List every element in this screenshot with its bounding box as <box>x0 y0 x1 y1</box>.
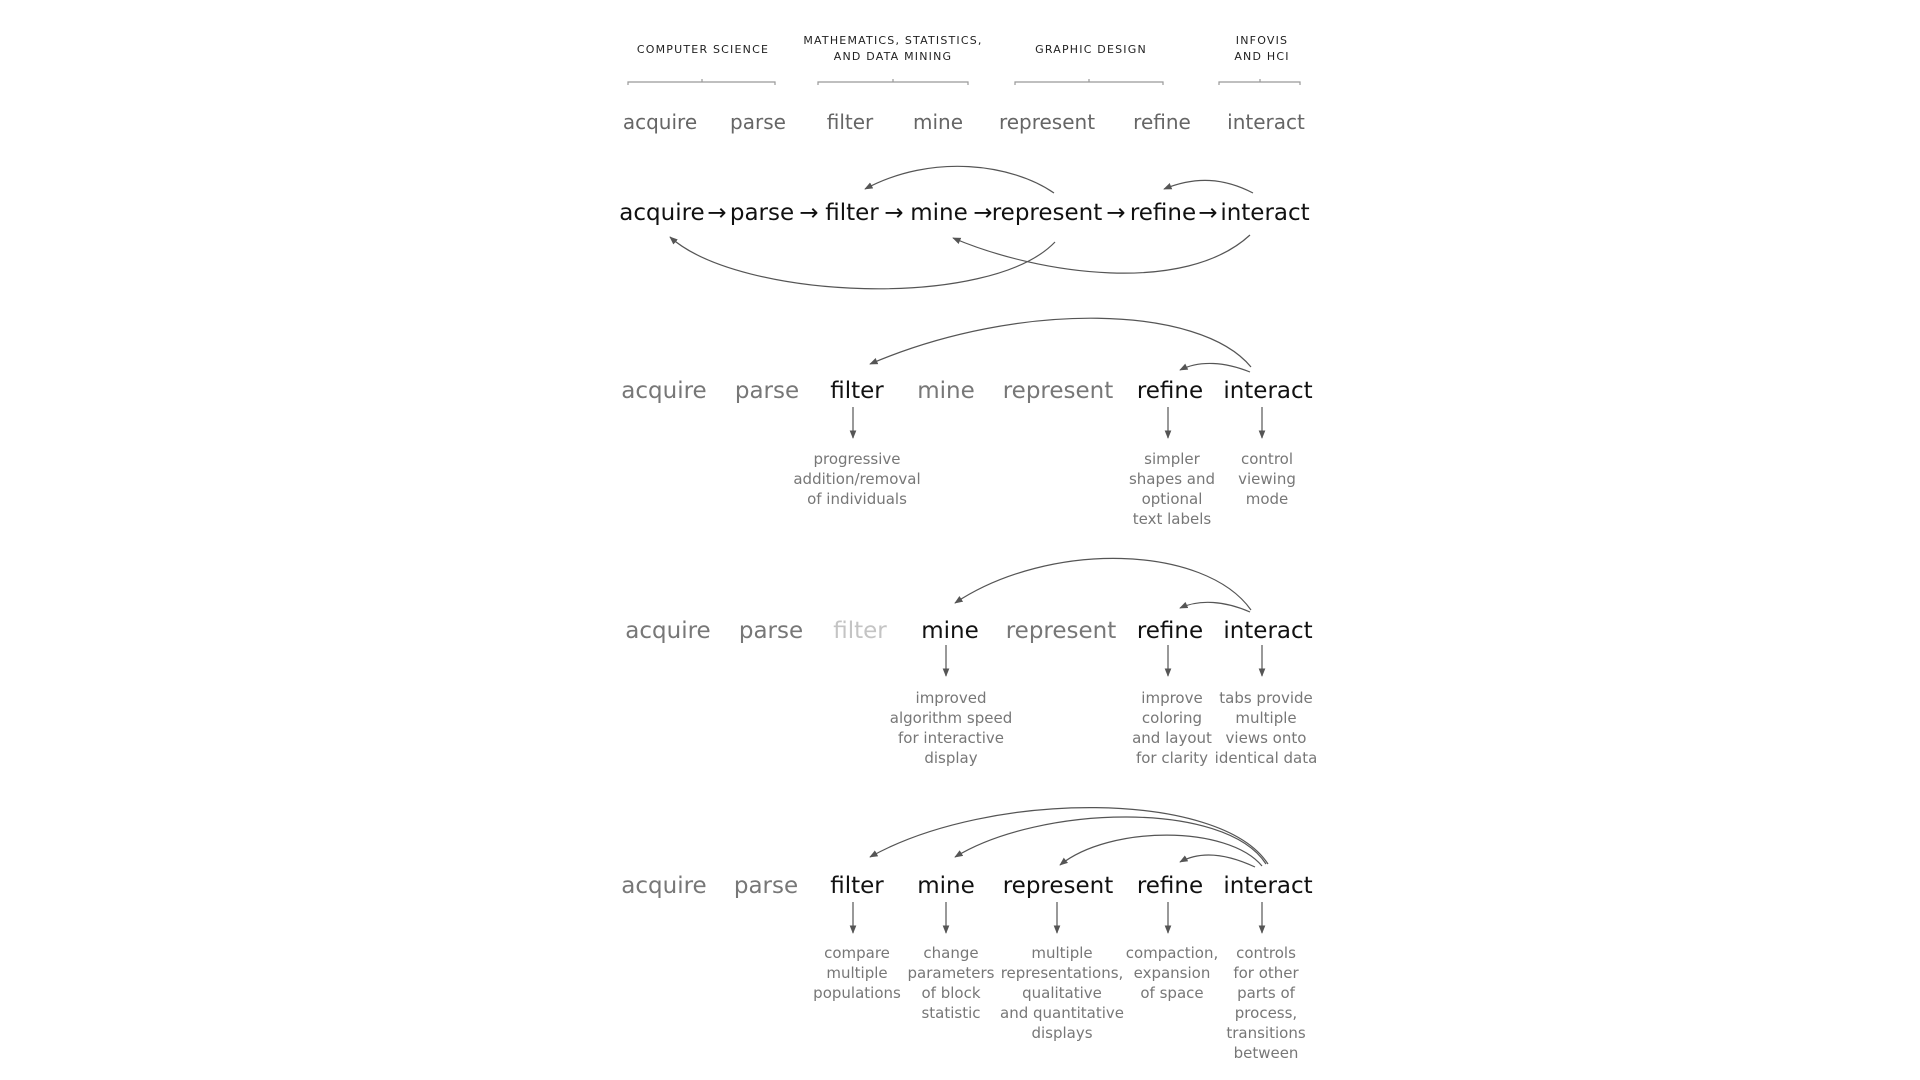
r1-mine: mine <box>912 110 964 134</box>
s3-represent: represent <box>1005 618 1117 644</box>
r1-parse: parse <box>730 110 786 134</box>
s2-parse: parse <box>734 378 800 404</box>
s2-mine: mine <box>917 378 975 404</box>
r1-acquire: acquire <box>622 110 698 134</box>
s3-note-interact: tabs provide multiple views onto identical data <box>1214 689 1318 767</box>
header-graphic-design: GRAPHIC DESIGN <box>1035 43 1147 56</box>
s4-note-represent: multiple representations, qualitative and quantitative displays <box>1000 944 1124 1042</box>
s4-filter: filter <box>830 873 884 899</box>
header-computer-science: COMPUTER SCIENCE <box>636 43 770 56</box>
bracket-graphic-design <box>1015 79 1163 85</box>
curve-represent-to-filter <box>865 166 1054 193</box>
s3-note-mine: improved algorithm speed for interactive display <box>889 689 1013 767</box>
r2-parse: parse <box>729 200 795 226</box>
s4-refine: refine <box>1136 873 1204 899</box>
s4-interact: interact <box>1223 873 1313 899</box>
r2-arrow-6: → <box>1198 200 1218 226</box>
r2-mine: mine <box>910 200 968 226</box>
s3-refine: refine <box>1136 618 1204 644</box>
curve-interact-to-mine <box>953 235 1250 273</box>
curve-s4-interact-to-filter <box>870 808 1268 864</box>
s4-note-refine: compaction, expansion of space <box>1125 944 1219 1002</box>
s4-represent: represent <box>1002 873 1114 899</box>
curve-s4-interact-to-mine <box>955 817 1266 864</box>
s4-parse: parse <box>733 873 799 899</box>
r2-interact: interact <box>1220 200 1310 226</box>
s2-acquire: acquire <box>621 378 707 404</box>
s4-note-mine: change parameters of block statistic <box>907 944 995 1022</box>
s2-filter: filter <box>830 378 884 404</box>
s3-note-refine: improve coloring and layout for clarity <box>1132 689 1212 767</box>
curve-s4-interact-to-represent <box>1060 835 1262 866</box>
r2-refine: refine <box>1129 200 1197 226</box>
curve-s2-interact-to-filter <box>870 318 1251 367</box>
r2-arrow-5: → <box>1106 200 1126 226</box>
header-mathematics: MATHEMATICS, STATISTICS, AND DATA MINING <box>803 34 983 63</box>
bracket-mathematics <box>818 79 968 85</box>
s2-represent: represent <box>1002 378 1114 404</box>
curve-s3-interact-to-mine <box>955 558 1251 610</box>
s4-note-interact: controls for other parts of process, transitions between <box>1226 944 1306 1062</box>
r2-arrow-1: → <box>707 200 727 226</box>
bracket-infovis <box>1219 79 1300 85</box>
r1-refine: refine <box>1133 110 1191 134</box>
r1-filter: filter <box>826 110 874 134</box>
s2-note-filter: progressive addition/removal of individuals <box>793 450 921 508</box>
s2-note-interact: control viewing mode <box>1238 450 1296 508</box>
r1-represent: represent <box>998 110 1096 134</box>
s3-filter: filter <box>833 618 887 644</box>
curve-s3-interact-to-refine <box>1180 602 1250 612</box>
r2-arrow-3: → <box>884 200 904 226</box>
r2-acquire: acquire <box>619 200 705 226</box>
r2-filter: filter <box>825 200 879 226</box>
r2-arrow-4: → <box>973 200 993 226</box>
s3-acquire: acquire <box>625 618 711 644</box>
curve-s4-interact-to-refine <box>1180 855 1255 867</box>
curve-s2-interact-to-refine <box>1180 363 1250 372</box>
s3-interact: interact <box>1223 618 1313 644</box>
s3-parse: parse <box>738 618 804 644</box>
curve-represent-to-acquire <box>670 237 1055 289</box>
r2-arrow-2: → <box>799 200 819 226</box>
s3-mine: mine <box>921 618 979 644</box>
s2-note-refine: simpler shapes and optional text labels <box>1128 450 1216 528</box>
r2-represent: represent <box>991 200 1103 226</box>
s4-acquire: acquire <box>621 873 707 899</box>
header-infovis: INFOVIS AND HCI <box>1234 34 1290 63</box>
s2-refine: refine <box>1136 378 1204 404</box>
s4-note-filter: compare multiple populations <box>813 944 901 1002</box>
bracket-computer-science <box>628 79 775 85</box>
curve-interact-to-refine <box>1164 180 1253 193</box>
s4-mine: mine <box>917 873 975 899</box>
s2-interact: interact <box>1223 378 1313 404</box>
r1-interact: interact <box>1227 110 1305 134</box>
